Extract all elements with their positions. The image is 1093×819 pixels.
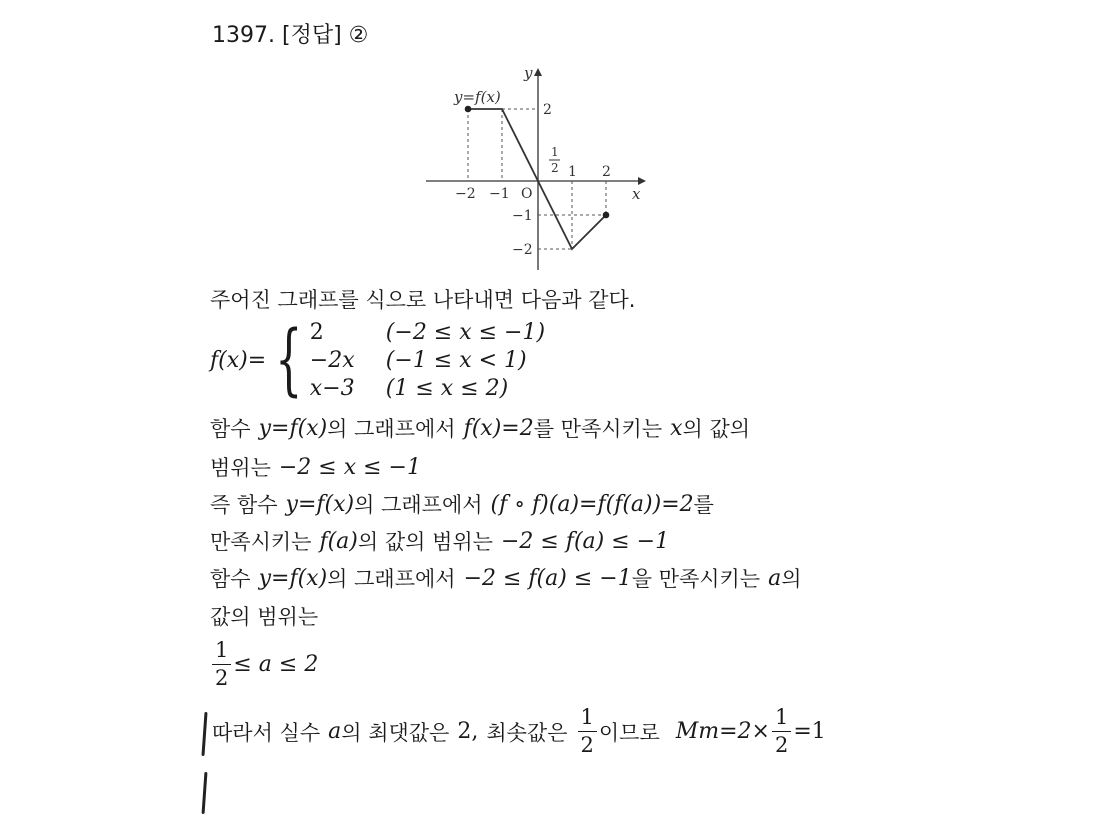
- function-graph: [422, 56, 662, 276]
- text-line-5: 즉 함수 y=f(x) 의 그래프에서 (f ∘ f)(a)=f(f(a))=2 를: [210, 491, 714, 517]
- cases: [310, 318, 545, 402]
- answer-label: [정답]: [281, 23, 342, 48]
- function-curve: [468, 109, 606, 249]
- origin-label: O: [521, 186, 533, 202]
- problem-header: [212, 18, 368, 49]
- brace: {: [275, 315, 303, 405]
- text-line-6: 만족시키는 f(a) 의 값의 범위는 −2 ≤ f(a) ≤ −1: [210, 528, 670, 554]
- piecewise-definition: [210, 315, 546, 405]
- case-row: −2x (−1 ≤ x < 1): [309, 347, 527, 373]
- y-tick-minus1: −1: [512, 208, 533, 224]
- curve-label: y=f(x): [454, 88, 501, 106]
- x-tick-2: 2: [602, 164, 611, 180]
- margin-mark: [201, 712, 207, 756]
- axis-label-y: y: [524, 64, 533, 82]
- text-line-7: 함수 y=f(x) 의 그래프에서 −2 ≤ f(a) ≤ −1 을 만족시키는 a 의: [210, 565, 802, 591]
- text-line-3: 함수 y=f(x) 의 그래프에서 f(x)=2 를 만족시키는 x 의 값의: [210, 415, 751, 441]
- fraction-half: $\frac{1}{2}$: [772, 707, 791, 756]
- x-tick-half-num: 1: [551, 145, 559, 159]
- case-row: x−3 (1 ≤ x ≤ 2): [309, 375, 509, 401]
- fx-label: f(x)=: [210, 347, 267, 373]
- case-row: 2 (−2 ≤ x ≤ −1): [309, 319, 546, 345]
- margin-mark: [202, 772, 208, 814]
- y-tick-2: 2: [543, 102, 552, 118]
- axis-label-x: x: [632, 185, 641, 203]
- intro-line: 주어진 그래프를 식으로 나타내면 다음과 같다.: [210, 288, 636, 312]
- conclusion-line: 따라서 실수 a 의 최댓값은 2, 최솟값은 $\frac{1}{2}$ 이므로 Mm=2× $\frac{1}{2}$ =1: [212, 705, 826, 757]
- x-tick-minus2: −2: [455, 186, 476, 202]
- text-line-8: 값의 범위는: [210, 605, 319, 629]
- problem-number: 1397.: [212, 23, 275, 48]
- endpoint-left: [465, 106, 472, 113]
- y-tick-minus2: −2: [512, 242, 533, 258]
- range-inequality: $\frac{1}{2}$ ≤ a ≤ 2: [210, 640, 318, 689]
- fraction-half: $\frac{1}{2}$: [578, 707, 597, 756]
- fraction-half: $\frac{1}{2}$: [212, 640, 231, 689]
- x-tick-minus1: −1: [489, 186, 510, 202]
- text-line-4: 범위는 −2 ≤ x ≤ −1: [210, 454, 421, 480]
- endpoint-right: [603, 212, 610, 219]
- x-tick-half-den: 2: [551, 161, 559, 175]
- y-axis-arrow: [534, 68, 542, 76]
- answer-choice: ②: [348, 23, 369, 48]
- x-tick-1: 1: [568, 164, 577, 180]
- x-axis-arrow: [638, 177, 646, 185]
